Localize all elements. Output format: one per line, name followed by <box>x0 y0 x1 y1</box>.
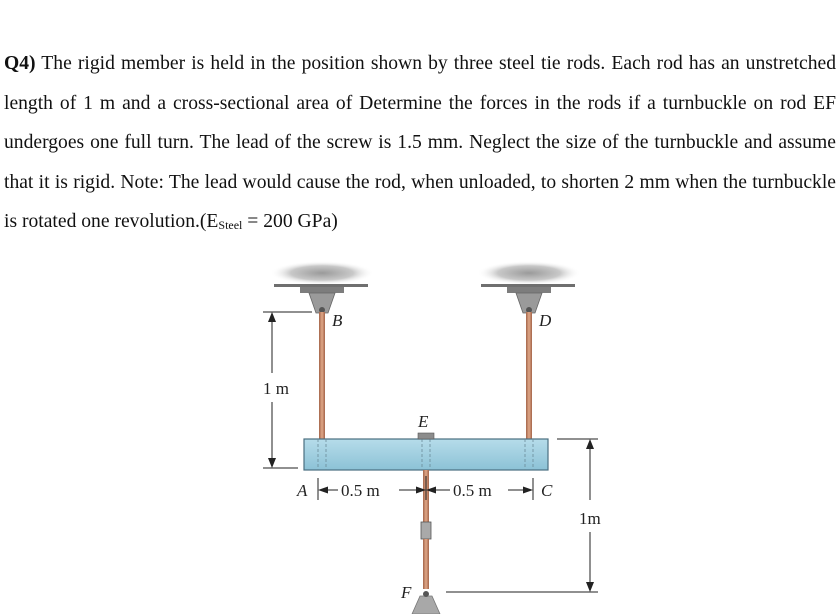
turnbuckle <box>421 522 431 539</box>
label-a: A <box>297 481 308 500</box>
label-span-right: 0.5 m <box>453 481 492 500</box>
rigid-member <box>304 439 548 470</box>
label-left-height: 1 m <box>263 379 289 398</box>
problem-text-end: = 200 GPa) <box>242 211 338 232</box>
ceiling-support-d <box>477 261 581 313</box>
question-number: Q4) <box>4 53 36 74</box>
rod-ab <box>319 312 325 440</box>
label-f: F <box>401 583 412 602</box>
label-right-height: 1m <box>579 509 601 528</box>
label-b: B <box>332 311 343 330</box>
pin-e <box>418 433 434 439</box>
rod-ef-lower <box>423 539 429 589</box>
label-c: C <box>541 481 553 500</box>
label-e: E <box>418 412 429 431</box>
label-span-left: 0.5 m <box>341 481 380 500</box>
problem-text: The rigid member is held in the position shown by three steel tie rods. Each rod has an unstretched length of 1 m and a cross-sectional area of Determine the forces in the rods if a turnbuckle on rod EF undergoes one full turn. The lead of the screw is 1.5 mm. Neglect the size of the turnbuckle and assume that it is rigid. Note: The lead would cause the rod, when unloaded, to shorten 2 mm when the turnbuckle is rotated one revolution.(E <box>4 53 836 232</box>
rod-cd <box>526 312 532 440</box>
modulus-subscript: Steel <box>218 218 243 232</box>
ceiling-support-b <box>270 261 374 313</box>
label-d: D <box>539 311 552 330</box>
floor-support-f <box>412 591 440 614</box>
